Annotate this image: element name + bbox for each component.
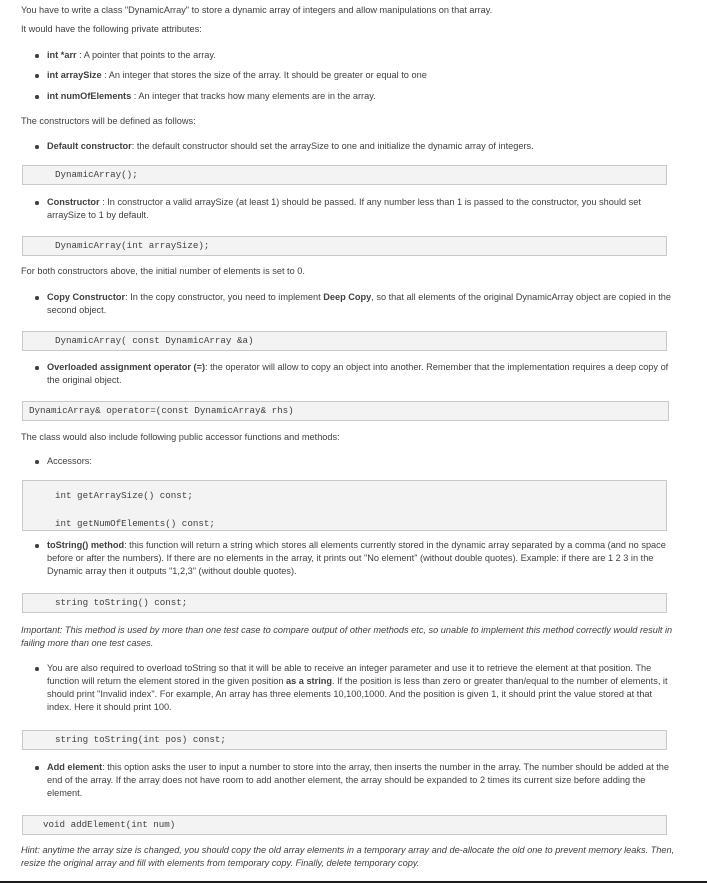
code-accessors [22, 480, 667, 531]
constructors-intro: The constructors will be defined as follows: [21, 116, 196, 126]
deep-copy-emphasis: Deep Copy [323, 292, 372, 302]
attribute-desc: : A pointer that points to the array. [76, 50, 216, 60]
accessors-intro: The class would also include following public accessor functions and methods: [21, 432, 340, 442]
attribute-desc: : An integer that stores the size of the array. It should be greater or equal to one [101, 70, 427, 80]
code-assignment-operator: DynamicArray& operator=(const DynamicArray& rhs) [22, 401, 669, 421]
attribute-name: int *arr [47, 50, 77, 60]
tostring-text: : this function will return a string which stores all elements currently stored in the dynamic array separated by a comma (and no space before or after the numbers). If there are no elements in the array, it prints out "No element" (without double quotes). Example: if there are 1 2 3 in the Dynamic array then it outputs "1,2,3" (without double quotes). [47, 540, 666, 576]
copy-constructor-text-b: , so that all elements of the original DynamicArray object are copied in the second object. [47, 292, 672, 315]
add-element-label: Add element [47, 762, 103, 772]
assignment-operator-text: : the operator will allow to copy an object into another. Remember that the implementation requires a deep copy of the original object. [47, 362, 669, 385]
default-constructor-text: : the default constructor should set the arraySize to one and initialize the dynamic array of integers. [131, 141, 534, 151]
attribute-item [47, 90, 675, 103]
param-constructor-label: Constructor [47, 197, 100, 207]
copy-constructor-text-a: : In the copy constructor, you need to implement [125, 292, 324, 302]
copy-constructor-label: Copy Constructor [47, 292, 126, 302]
param-constructor-item [47, 196, 675, 222]
default-constructor-item [47, 140, 675, 153]
hint-note: Hint: anytime the array size is changed, you should copy the old array elements in a temporary array and de-allocate the old one to prevent memory leaks. Then, resize the original array and fill with elements from temporary copy. Finally, delete temporary copy. [21, 845, 675, 868]
tostring-pos-text-a: You are also required to overload toString so that it will be able to receive an integer parameter and use it to retrieve the element at that position. The function will return the element stored in the given position [47, 663, 652, 686]
both-constructors-note: For both constructors above, the initial number of elements is set to 0. [21, 266, 305, 276]
code-tostring-pos: string toString(int pos) const; [22, 730, 667, 750]
attribute-name: int arraySize [47, 70, 102, 80]
code-default-constructor: DynamicArray(); [22, 165, 667, 185]
intro-line-1: You have to write a class "DynamicArray" to store a dynamic array of integers and allow manipulations on that array. [21, 5, 493, 15]
add-element-item [47, 761, 675, 800]
tostring-item [47, 539, 675, 578]
param-constructor-text: : In constructor a valid arraySize (at least 1) should be passed. If any number less than 1 is passed to the constructor, you should set arraySize to 1 by default. [47, 197, 641, 220]
copy-constructor-item [47, 291, 675, 317]
code-get-array-size: int getArraySize() const; [55, 490, 193, 501]
code-tostring: string toString() const; [22, 593, 667, 613]
code-get-num-of-elements: int getNumOfElements() const; [55, 518, 215, 529]
tostring-pos-text-b: . If the position is less than zero or greater than/equal to the number of elements, it should print "Invalid index". For example, An array has three elements 10,100,1000. And the position is given 1, it should print the value stored at that index. Here it should print 100. [47, 676, 668, 712]
attribute-name: int numOfElements [47, 91, 132, 101]
accessors-item: Accessors: [47, 455, 675, 468]
code-param-constructor: DynamicArray(int arraySize); [22, 236, 667, 256]
attribute-item [47, 69, 675, 82]
tostring-label: toString() method [47, 540, 125, 550]
intro-line-2: It would have the following private attributes: [21, 24, 202, 34]
important-note: Important: This method is used by more than one test case to compare output of other methods etc, so unable to implement this method correctly would result in failing more than one test cases. [21, 625, 673, 648]
code-copy-constructor: DynamicArray( const DynamicArray &a) [22, 331, 667, 351]
attribute-desc: : An integer that tracks how many elements are in the array. [131, 91, 376, 101]
code-add-element: void addElement(int num) [22, 815, 667, 835]
as-a-string-emphasis: as a string [286, 676, 332, 686]
tostring-pos-item [47, 662, 675, 714]
assignment-operator-item [47, 361, 675, 387]
attribute-item [47, 49, 675, 62]
default-constructor-label: Default constructor [47, 141, 132, 151]
assignment-operator-label: Overloaded assignment operator (=) [47, 362, 206, 372]
add-element-text: : this option asks the user to input a number to store into the array, then inserts the number in the array. The number should be added at the end of the array. If the array does not have room to add another element, the array should be expanded to 2 times its current size before adding the element. [47, 762, 670, 798]
